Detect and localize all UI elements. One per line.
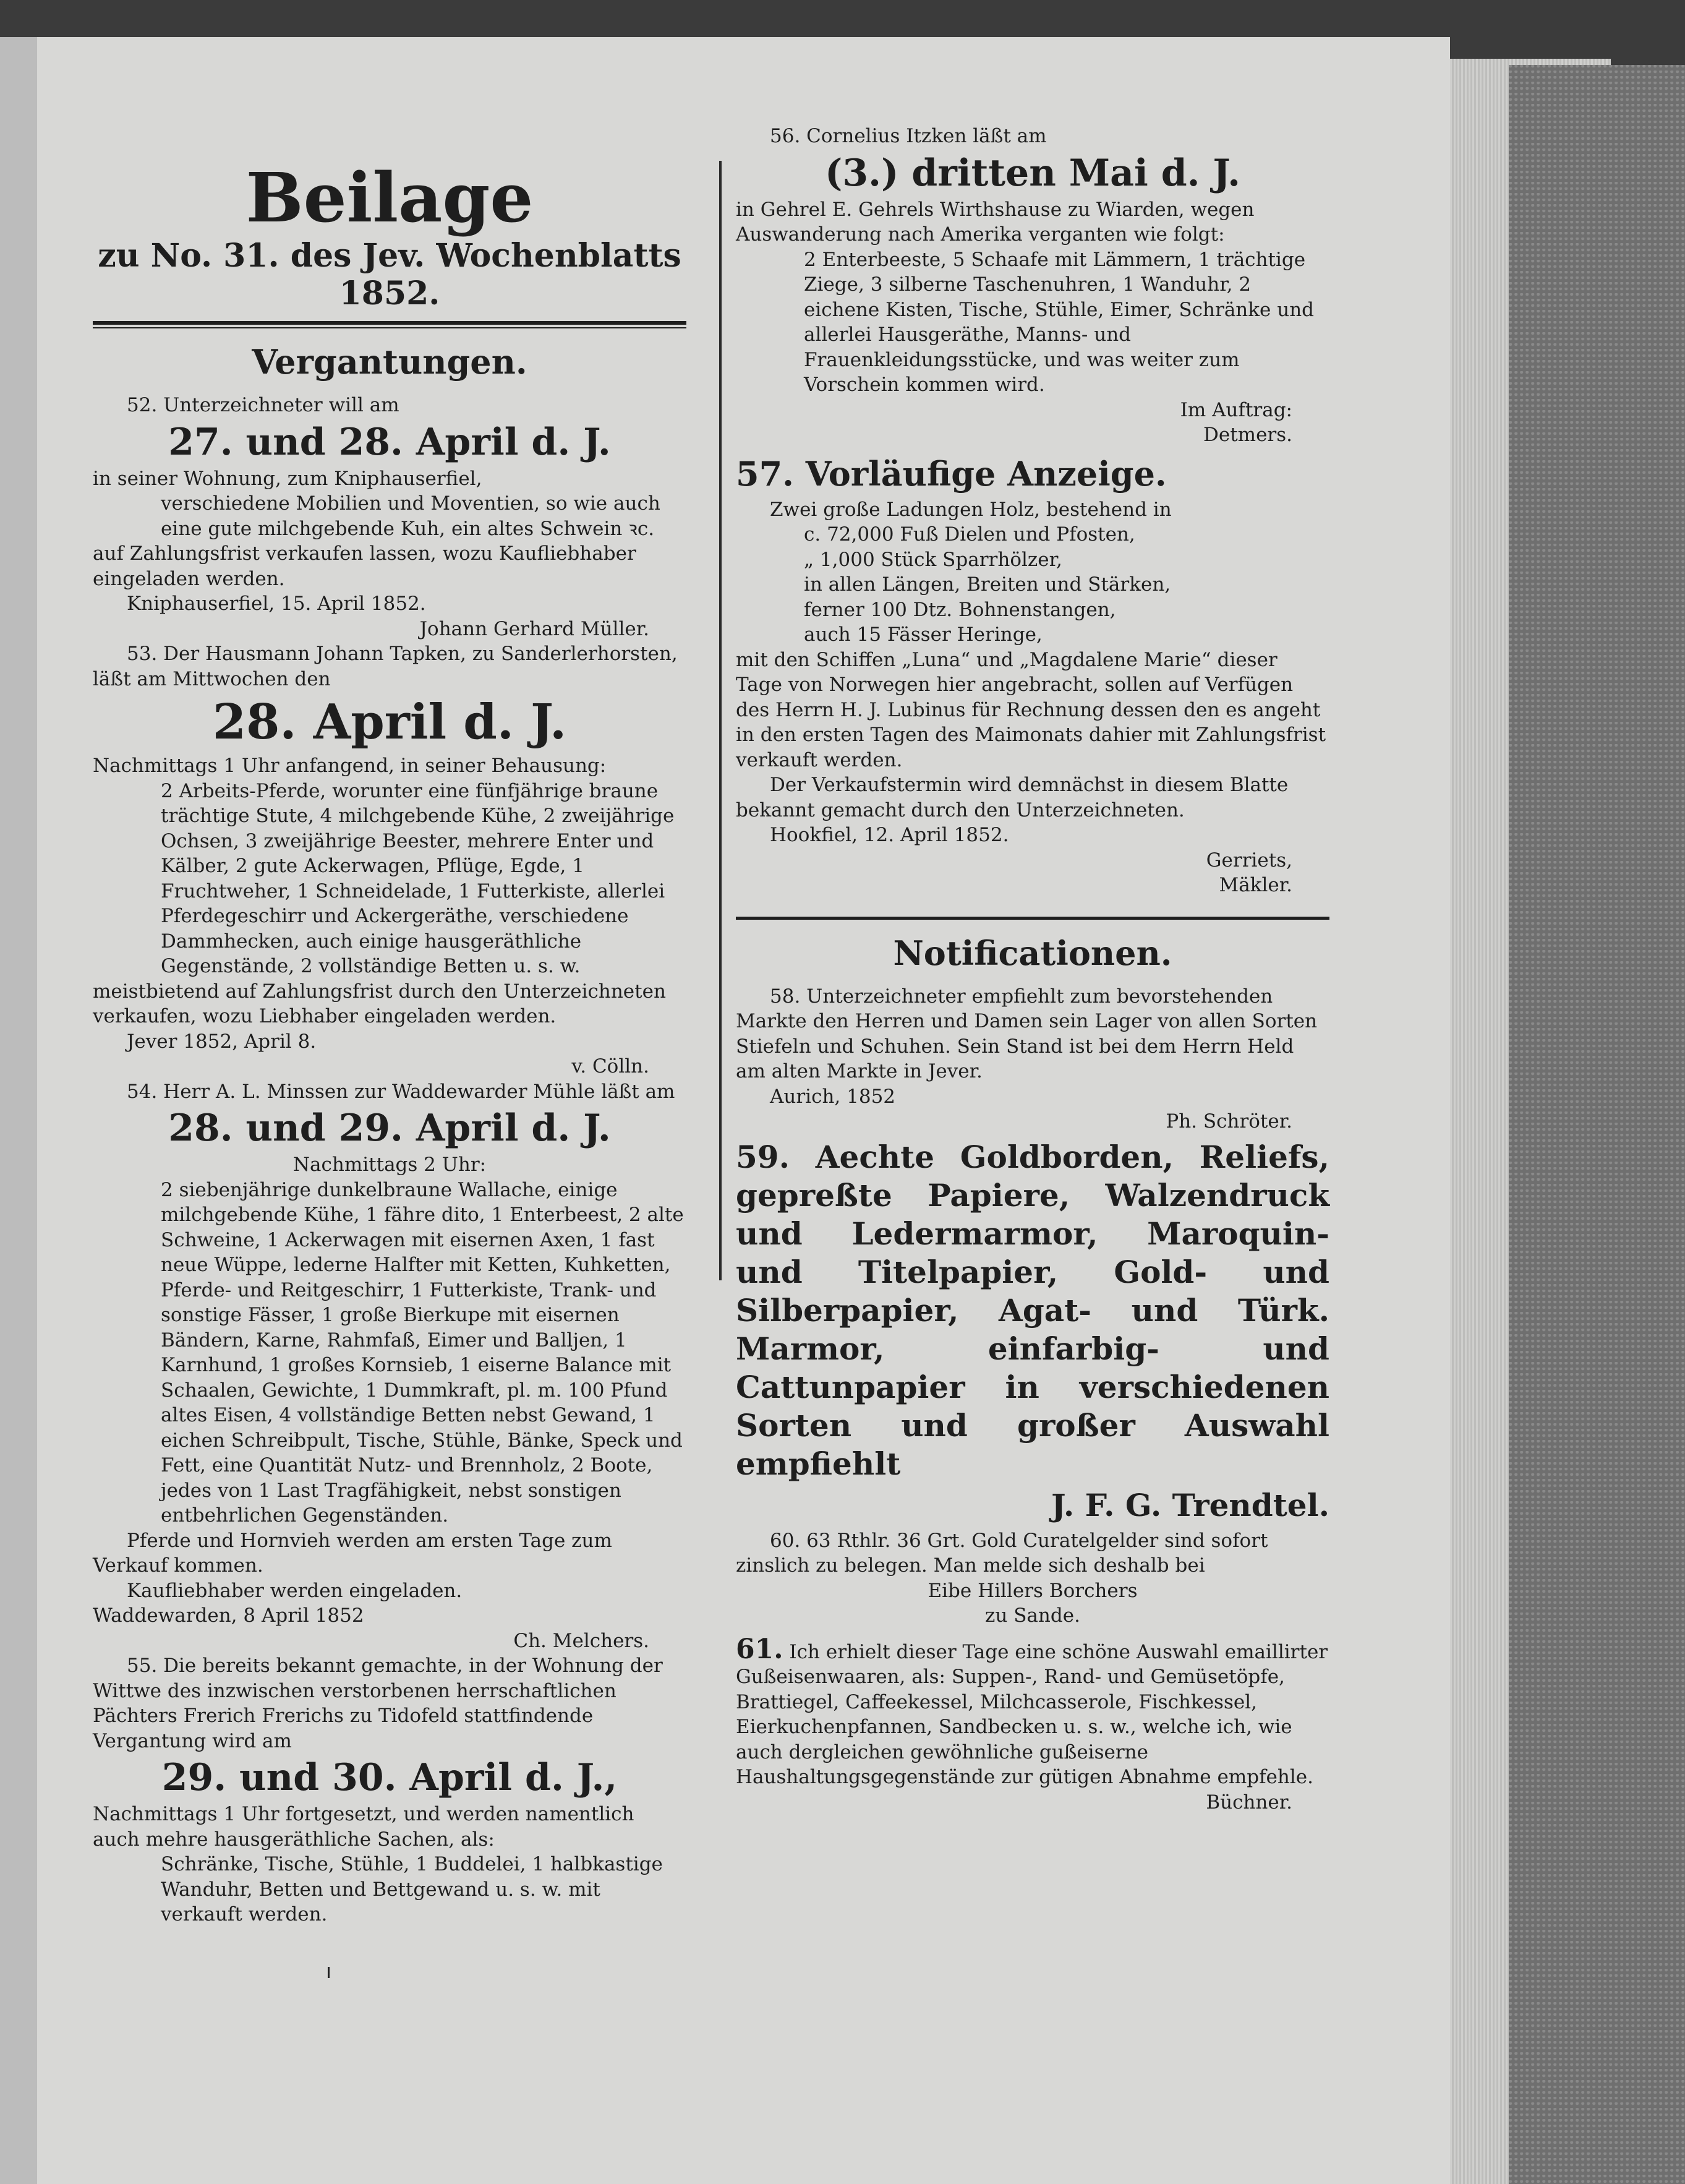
notice-signature: zu Sande. — [985, 1604, 1080, 1627]
notice-place: Jever 1852, April 8. — [127, 1030, 317, 1053]
notice-55 — [93, 1653, 686, 1927]
notice-body: Ich erhielt dieser Tage eine schöne Auswahl emaillirter Gußeisenwaaren, als: Suppen-, Rand- und Gemüsetöpfe, Brattiegel, Caffeekessel, Milchcasserole, Fischkessel, Eierkuchenpfannen, Sandbecken u. s. w., welche ich, wie auch dergleichen gewöhnliche gußeiserne Haushaltungsgegenstände zur gütigen Abnahme empfehle. — [736, 1640, 1328, 1788]
notice-59 — [736, 1138, 1329, 1523]
notice-text: c. 72,000 Fuß Dielen und Pfosten, — [804, 523, 1135, 546]
notice-number: 57. — [736, 453, 794, 494]
notice-signature: Büchner. — [1206, 1791, 1292, 1814]
notice-heading-text: Vorläufige Anzeige. — [805, 453, 1167, 494]
notice-signature: Detmers. — [1203, 424, 1292, 446]
notice-signature: Ph. Schröter. — [1166, 1110, 1292, 1133]
section-rule — [736, 917, 1329, 920]
notice-text: Zwei große Ladungen Holz, bestehend in — [770, 498, 1172, 521]
notice-date: 27. und 28. April d. J. — [168, 420, 611, 464]
notice-place: Aurich, 1852 — [770, 1085, 896, 1108]
notice-place: Hookfiel, 12. April 1852. — [770, 824, 1009, 846]
notice-52 — [93, 393, 686, 641]
notice-text: Nachmittags 2 Uhr: — [292, 1154, 487, 1176]
notice-text: Nachmittags 1 Uhr anfangend, in seiner Behausung: — [93, 755, 607, 777]
notice-signature: Johann Gerhard Müller. — [419, 617, 649, 640]
notice-54 — [93, 1079, 686, 1654]
notice-58 — [736, 984, 1329, 1134]
column-divider — [719, 161, 722, 1280]
notice-signature: Eibe Hillers Borchers — [928, 1579, 1138, 1602]
notice-item-list: 2 siebenjährige dunkelbraune Wallache, einige milchgebende Kühe, 1 fähre dito, 1 Enterbeest, 2 alte Schweine, 1 Ackerwagen mit eisernen Axen, 1 fast neue Wüppe, lederne Halfter mit Ketten, Kuhketten, Pferde- und Reitgeschirr, 1 Futterkiste, Trank- und sonstige Fässer, 1 große Bierkupe mit eisernen Bändern, Karne, Rahmfaß, Eimer und Balljen, 1 Karnhund, 1 großes Kornsieb, 1 eiserne Balance mit Schaalen, Gewichte, 1 Dummkraft, pl. m. 100 Pfund altes Eisen, 4 vollständige Betten nebst Gewand, 1 eichen Schreibpult, Tische, Stühle, Bänke, Speck und Fett, eine Quantität Nutz- und Brennholz, 2 Boote, jedes von 1 Last Tragfähigkeit, nebst sonstigen entbehrlichen Gegenständen. — [161, 1178, 684, 1527]
notice-text: mit den Schiffen „Luna“ und „Magdalene Marie“ dieser Tage von Norwegen hier angebracht, sollen auf Verfügen des Herrn H. J. Lubinus für Rechnung dessen den es angeht in den ersten Tagen des Maimonats dahier mit Zahlungsfrist verkauft werden. — [736, 648, 1326, 771]
notice-item-list: 2 Enterbeeste, 5 Schaafe mit Lämmern, 1 trächtige Ziege, 3 silberne Taschenuhren, 1 Wanduhr, 2 eichene Kisten, Tische, Stühle, Eimer, Schränke und allerlei Hausgeräthe, Manns- und Frauenkleidungsstücke, und was weiter zum Vorschein kommen wird. — [804, 248, 1315, 396]
notice-text: 58. Unterzeichneter empfiehlt zum bevorstehenden Markte den Herren und Damen sein Lager von allen Sorten Stiefeln und Schuhen. Sein Stand ist bei dem Herrn Held am alten Markte in Jever. — [736, 985, 1318, 1082]
notice-text — [736, 1633, 1329, 1790]
notice-intro: 54. Herr A. L. Minssen zur Waddewarder Mühle läßt am — [127, 1080, 675, 1103]
notice-text: Im Auftrag: — [1180, 398, 1292, 421]
notice-text: verschiedene Mobilien und Moventien, so wie auch eine gute milchgebende Kuh, ein altes Schwein ꝛc. — [161, 492, 660, 540]
notice-text: in Gehrel E. Gehrels Wirthshause zu Wiarden, wegen Auswanderung nach Amerika verganten wie folgt: — [736, 198, 1255, 246]
notice-signature: J. F. G. Trendtel. — [1051, 1486, 1329, 1523]
notice-item-list: Schränke, Tische, Stühle, 1 Buddelei, 1 halbkastige Wanduhr, Betten und Bettgewand u. s. w. mit verkauft werden. — [161, 1853, 663, 1925]
page-subtitle: zu No. 31. des Jev. Wochenblatts 1852. — [98, 237, 681, 312]
notice-text: Nachmittags 1 Uhr fortgesetzt, und werden namentlich auch mehre hausgeräthliche Sachen, als: — [93, 1803, 634, 1851]
notice-intro: 55. Die bereits bekannt gemachte, in der Wohnung der Wittwe des inzwischen verstorbenen herrschaftlichen Pächters Frerich Frerichs zu Tidofeld stattfindende Vergantung wird am — [93, 1655, 663, 1752]
notice-place: Waddewarden, 8 April 1852 — [93, 1604, 364, 1627]
notice-date: 28. und 29. April d. J. — [168, 1107, 611, 1150]
notice-date: 29. und 30. April d. J., — [161, 1756, 618, 1799]
section-heading-vergantungen: Vergantungen. — [252, 342, 527, 382]
notice-signature: Mäkler. — [1219, 874, 1292, 896]
notice-57 — [736, 454, 1329, 898]
notice-text: Der Verkaufstermin wird demnächst in diesem Blatte bekannt gemacht durch den Unterzeichneten. — [736, 774, 1289, 821]
notice-text: meistbietend auf Zahlungsfrist durch den Unterzeichneten verkaufen, wozu Liebhaber eingeladen werden. — [93, 980, 666, 1027]
notice-number: 61. — [736, 1633, 783, 1665]
book-cover — [1509, 65, 1685, 2184]
notice-text: in seiner Wohnung, zum Kniphauserfiel, — [93, 467, 482, 490]
notice-intro: 53. Der Hausmann Johann Tapken, zu Sanderlerhorsten, läßt am Mittwochen den — [93, 643, 678, 690]
notice-intro: 52. Unterzeichneter will am — [127, 394, 399, 416]
notice-56 — [736, 124, 1329, 448]
notice-place: Kniphauserfiel, 15. April 1852. — [127, 593, 426, 615]
notice-date: 28. April d. J. — [212, 694, 567, 750]
notice-heading — [736, 454, 1329, 494]
left-column — [93, 124, 686, 1927]
notice-intro: 56. Cornelius Itzken läßt am — [770, 125, 1047, 147]
notice-text: 59. Aechte Goldborden, Reliefs, gepreßte Papiere, Walzendruck und Ledermarmor, Maroquin- und Titelpapier, Gold- und Silberpapier, Agat- und Türk. Marmor, einfarbig- und Cattunpapier in verschiedenen Sorten und großer Auswahl empfiehlt — [736, 1138, 1329, 1482]
notice-text: Kaufliebhaber werden eingeladen. — [127, 1579, 463, 1602]
notice-text: Pferde und Hornvieh werden am ersten Tage zum Verkauf kommen. — [93, 1529, 612, 1577]
notice-text: auf Zahlungsfrist verkaufen lassen, wozu Kaufliebhaber eingeladen werden. — [93, 542, 636, 590]
right-column — [736, 124, 1329, 1815]
header-rule — [93, 321, 686, 328]
notice-61 — [736, 1633, 1329, 1815]
previous-page-edge — [0, 37, 37, 2184]
notice-text: in allen Längen, Breiten und Stärken, — [804, 573, 1171, 596]
print-mark — [328, 1967, 330, 1978]
page-title: Beilage — [245, 158, 534, 238]
notice-text: 60. 63 Rthlr. 36 Grt. Gold Curatelgelder sind sofort zinslich zu belegen. Man melde sich deshalb bei — [736, 1529, 1268, 1577]
notice-signature: v. Cölln. — [571, 1055, 649, 1077]
notice-date: (3.) dritten Mai d. J. — [824, 151, 1241, 195]
notice-53 — [93, 641, 686, 1079]
notice-item-list: 2 Arbeits-Pferde, worunter eine fünfjährige braune trächtige Stute, 4 milchgebende Kühe, 2 zweijährige Ochsen, 3 zweijährige Beester, mehrere Enter und Kälber, 2 gute Ackerwagen, Pflüge, Egde, 1 Fruchtweher, 1 Schneidelade, 1 Futterkiste, allerlei Pferdegeschirr und Ackergeräthe, verschiedene Dammhecken, auch einige hausgeräthliche Gegenstände, 2 vollständige Betten u. s. w. — [161, 779, 675, 977]
notice-text: „ 1,000 Stück Sparrhölzer, — [804, 548, 1062, 571]
section-heading-notificationen: Notificationen. — [893, 933, 1172, 973]
notice-text: ferner 100 Dtz. Bohnenstangen, — [804, 598, 1116, 621]
notice-signature: Gerriets, — [1206, 849, 1292, 871]
notice-60 — [736, 1528, 1329, 1629]
notice-signature: Ch. Melchers. — [513, 1629, 649, 1652]
notice-text: auch 15 Fässer Heringe, — [804, 623, 1043, 646]
